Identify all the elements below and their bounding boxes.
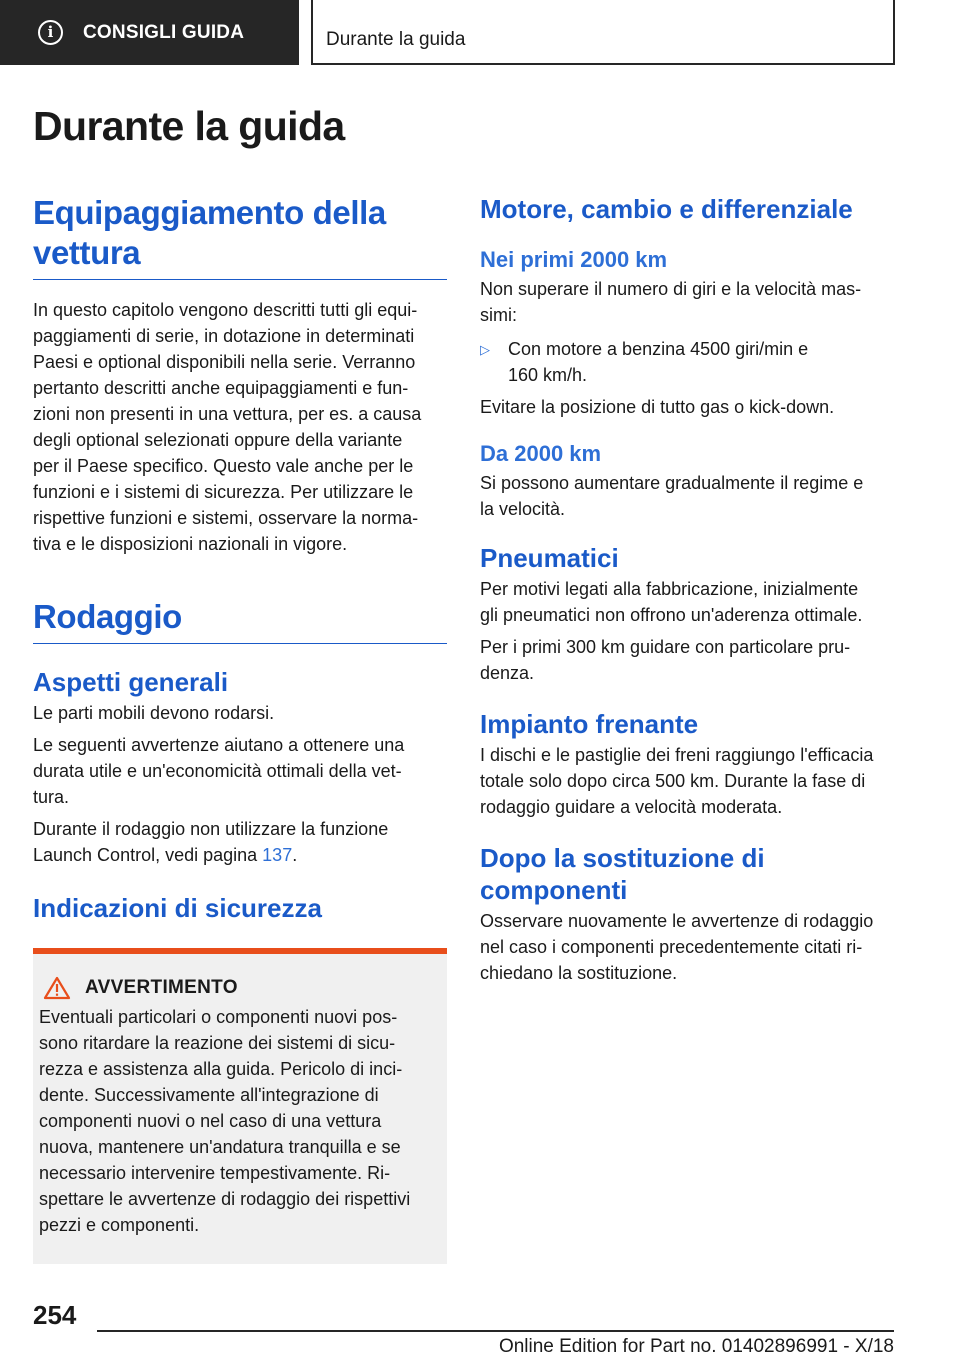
text-line: totale solo dopo circa 500 km. Durante la fase di <box>480 771 866 791</box>
text-line <box>33 842 447 868</box>
heading-first-km: Nei primi 2000 km <box>480 247 668 272</box>
text-line: rodaggio guidare a velocità moderata. <box>480 797 783 817</box>
text-line: In questo capitolo vengono descritti tutti gli equi‐ <box>33 300 418 320</box>
text-line: Per motivi legati alla fabbricazione, inizialmente <box>480 579 859 599</box>
text-line: durata utile e un'economicità ottimali della vet‐ <box>33 761 402 781</box>
text-line: Durante il rodaggio non utilizzare la funzione <box>33 819 389 839</box>
paragraph-replacement <box>480 908 900 986</box>
text-line: chiedano la sostituzione. <box>480 963 678 983</box>
heading-running-in: Rodaggio <box>33 597 447 644</box>
heading-tyres: Pneumatici <box>480 543 619 573</box>
text-span: . <box>292 845 298 865</box>
text-line: degli optional selezionati oppure della variante <box>33 430 403 450</box>
text-line: gli pneumatici non offrono un'aderenza ottimale. <box>480 605 863 625</box>
paragraph-from-km <box>480 470 900 522</box>
warning-header <box>39 976 435 1000</box>
text-line: per il Paese specifico. Questo vale anche per le <box>33 456 414 476</box>
text-line: tura. <box>33 787 70 807</box>
text-line: tiva e le disposizioni nazionali in vigore. <box>33 534 348 554</box>
page-link[interactable]: 137 <box>262 845 293 865</box>
text-line: rispettive funzioni e sistemi, osservare la norma‐ <box>33 508 419 528</box>
heading-engine: Motore, cambio e differenziale <box>480 194 853 224</box>
warning-triangle-icon <box>43 976 71 1000</box>
text-line: necessario intervenire tempestivamente. Ri‐ <box>39 1163 391 1183</box>
text-line: zioni non presenti in una vettura, per es. a causa <box>33 404 422 424</box>
paragraph-general-3 <box>33 816 447 868</box>
text-line: componenti nuovi o nel caso di una vettura <box>39 1111 382 1131</box>
bullet-triangle-icon: ▷ <box>480 342 490 357</box>
warning-title: AVVERTIMENTO <box>85 977 238 998</box>
paragraph-tyres-2 <box>480 634 900 686</box>
paragraph-general-1: Le parti mobili devono rodarsi. <box>33 703 275 723</box>
section-tab-label: CONSIGLI GUIDA <box>83 21 245 43</box>
warning-text <box>39 1004 435 1238</box>
text-line: Paesi e optional disponibili nella serie. Verranno <box>33 352 416 372</box>
text-line: la velocità. <box>480 499 566 519</box>
text-line: rezza e assistenza alla guida. Pericolo di inci‐ <box>39 1059 403 1079</box>
text-line: dente. Successivamente all'integrazione di <box>39 1085 379 1105</box>
text-line: funzioni e i sistemi di sicurezza. Per utilizzare le <box>33 482 414 502</box>
warning-box <box>33 954 447 1264</box>
text-line: Si possono aumentare gradualmente il regime e <box>480 473 864 493</box>
text-line: nel caso i componenti precedentemente citati ri‐ <box>480 937 863 957</box>
page-number: 254 <box>33 1300 77 1330</box>
text-line: simi: <box>480 305 517 325</box>
heading-line: componenti <box>480 875 628 905</box>
text-line: denza. <box>480 663 535 683</box>
text-span: Launch Control, vedi pagina <box>33 845 263 865</box>
page-title: Durante la guida <box>33 103 345 149</box>
text-line: Eventuali particolari o componenti nuovi pos‐ <box>39 1007 398 1027</box>
heading-from-km: Da 2000 km <box>480 441 602 466</box>
text-line: Le seguenti avvertenze aiutano a ottenere una <box>33 735 405 755</box>
footer-divider <box>97 1330 894 1332</box>
text-line: Con motore a benzina 4500 giri/min e <box>508 339 809 359</box>
paragraph-tyres-1 <box>480 576 900 628</box>
header-section-tab[interactable] <box>0 0 299 65</box>
list-item-text <box>508 336 808 388</box>
heading-replacement <box>480 842 900 906</box>
text-line: pezzi e componenti. <box>39 1215 200 1235</box>
paragraph-equipment <box>33 297 447 557</box>
right-column <box>480 193 900 986</box>
info-icon: i <box>38 20 63 45</box>
text-line: 160 km/h. <box>508 365 588 385</box>
text-line: Osservare nuovamente le avvertenze di rodaggio <box>480 911 874 931</box>
paragraph-first-km-after: Evitare la posizione di tutto gas o kick-down. <box>480 397 835 417</box>
text-line: spettare le avvertenze di rodaggio dei rispettivi <box>39 1189 411 1209</box>
breadcrumb: Durante la guida <box>326 29 466 50</box>
text-line: paggiamenti di serie, in dotazione in determinati <box>33 326 415 346</box>
footer-edition: Online Edition for Part no. 01402896991 - X/18 <box>498 1336 894 1357</box>
text-line: nuova, mantenere un'andatura tranquilla e se <box>39 1137 401 1157</box>
heading-line: Dopo la sostituzione di <box>480 843 765 873</box>
paragraph-brakes <box>480 742 900 820</box>
list-item <box>480 336 900 388</box>
heading-safety: Indicazioni di sicurezza <box>33 893 322 923</box>
text-line: sono ritardare la reazione dei sistemi di sicu‐ <box>39 1033 396 1053</box>
heading-brakes: Impianto frenante <box>480 709 699 739</box>
text-line: pertanto descritti anche equipaggiamenti e fun‐ <box>33 378 409 398</box>
paragraph-general-2 <box>33 732 447 810</box>
heading-general: Aspetti generali <box>33 667 229 697</box>
text-line: Non superare il numero di giri e la velocità mas‐ <box>480 279 862 299</box>
heading-equipment: Equipaggiamento della vettura <box>33 193 447 280</box>
left-column <box>33 193 447 1264</box>
text-line: Per i primi 300 km guidare con particolare pru‐ <box>480 637 851 657</box>
text-line: I dischi e le pastiglie dei freni raggiungo l'efficacia <box>480 745 874 765</box>
paragraph-first-km <box>480 276 900 328</box>
